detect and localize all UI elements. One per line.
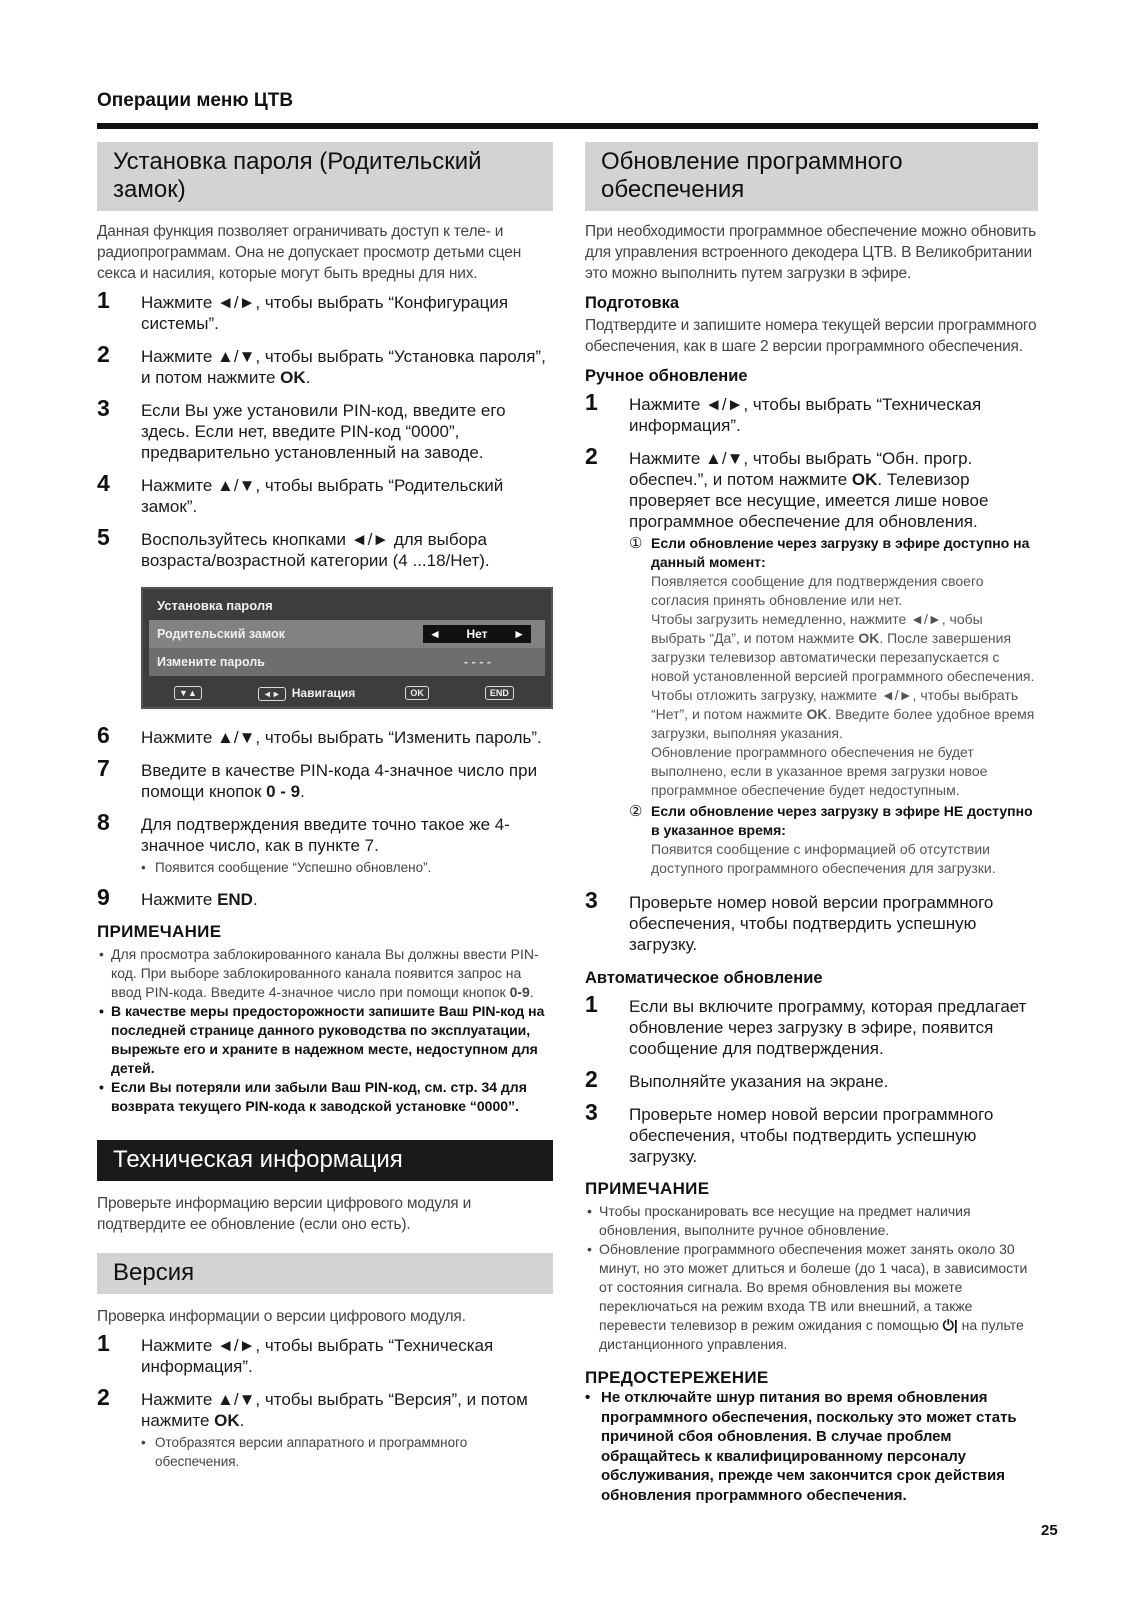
step-number: 2	[97, 341, 110, 367]
step: 4 Нажмите ▲/▼, чтобы выбрать “Родительский замок”.	[97, 470, 504, 516]
note-item: • В качестве меры предосторожности запишите Ваш PIN-код на последней странице данного руководства по эксплуатации, вырежьте его и храните в надежном месте, недоступном для детей.	[97, 1002, 553, 1078]
step: 2 Выполняйте указания на экране.	[585, 1066, 889, 1092]
step-number: 1	[585, 991, 598, 1017]
software-update-title: Обновление программного обеспечения	[585, 142, 1038, 211]
menu-title: Установка пароля	[157, 598, 273, 613]
parental-lock-steps-continued	[97, 722, 553, 910]
step: 2 Нажмите ▲/▼, чтобы выбрать “Установка пароля”, и потом нажмите OK.	[97, 341, 546, 387]
auto-update-steps	[585, 991, 1038, 1167]
step-number: 9	[97, 884, 110, 910]
circled-one-icon: ①	[629, 535, 643, 552]
step-number: 3	[585, 1099, 598, 1125]
parental-notes	[97, 945, 553, 1116]
step-number: 1	[97, 287, 110, 313]
navigation-hint	[258, 686, 355, 701]
arrow-left-icon: ◄	[429, 627, 441, 641]
step: 1 Если вы включите программу, которая предлагает обновление через загрузку в эфире, появится сообщение для подтверждения.	[585, 991, 1027, 1058]
step-number: 3	[585, 887, 598, 913]
step: 3 Если Вы уже установили PIN-код, введите его здесь. Если нет, введите PIN-код “0000”, предварительно установленный на заводе.	[97, 395, 506, 462]
menu-panel	[149, 620, 545, 676]
update-cases	[629, 534, 1038, 878]
menu-value: Нет	[466, 627, 488, 641]
password-placeholder: - - - -	[463, 655, 491, 669]
warning-list	[585, 1388, 1038, 1505]
menu-row-label: Родительский замок	[157, 627, 285, 641]
auto-update-heading: Автоматическое обновление	[585, 969, 823, 987]
password-menu-screen	[141, 587, 553, 709]
step: 8 Для подтверждения введите точно такое же 4-значное число, как в пункте 7. • Появится сообщение “Успешно обновлено”.	[97, 814, 553, 877]
menu-value-selector	[423, 625, 531, 643]
step-number: 4	[97, 470, 110, 496]
step-number: 3	[97, 395, 110, 421]
step-number: 1	[585, 389, 598, 415]
step: 6 Нажмите ▲/▼, чтобы выбрать “Изменить пароль”.	[97, 722, 542, 748]
step: 3 Проверьте номер новой версии программного обеспечения, чтобы подтвердить успешную загрузку.	[585, 1099, 994, 1166]
note-heading: ПРИМЕЧАНИЕ	[585, 1179, 710, 1198]
header-rule	[97, 123, 1038, 129]
arrow-right-icon: ►	[513, 627, 525, 641]
version-intro: Проверка информации о версии цифрового модуля.	[97, 1308, 466, 1325]
step-sub-note: • Отобразятся версии аппаратного и программного обеспечения.	[141, 1433, 553, 1471]
ok-key-icon: OK	[405, 686, 429, 700]
circled-two-icon: ②	[629, 803, 643, 820]
step-number: 6	[97, 722, 110, 748]
step-number: 8	[97, 809, 110, 835]
case-unavailable-heading: ② Если обновление через загрузку в эфире НЕ доступно в указанное время:	[629, 803, 1033, 838]
update-notes	[585, 1202, 1038, 1354]
tech-info-title: Техническая информация	[97, 1140, 553, 1181]
warning-item: • Не отключайте шнур питания во время обновления программного обеспечения, поскольку это может стать причиной сбоя обновления. В случае проблем обращайтесь к квалифицированному персоналу обслуживания, прежде чем закончится срок действия обновления программного обеспечения.	[585, 1388, 1038, 1505]
menu-row-label: Измените пароль	[157, 655, 265, 669]
menu-row-parental-lock	[149, 620, 545, 648]
step-number: 2	[97, 1384, 110, 1410]
step: 1 Нажмите ◄/►, чтобы выбрать “Конфигурация системы”.	[97, 287, 509, 333]
software-update-intro: При необходимости программное обеспечение можно обновить для управления встроенного декодера ЦТВ. В Великобритании это можно выполнить путем загрузки в эфире.	[585, 223, 1037, 282]
menu-row-change-password	[149, 648, 545, 676]
left-column	[97, 142, 553, 1483]
step-number: 5	[97, 524, 110, 550]
note-item: • Чтобы просканировать все несущие на предмет наличия обновления, выполните ручное обновление.	[585, 1202, 1038, 1240]
step: 1 Нажмите ◄/►, чтобы выбрать “Техническая информация”.	[97, 1330, 494, 1376]
parental-lock-steps	[97, 287, 553, 571]
step-number: 2	[585, 1066, 598, 1092]
end-key-icon: END	[485, 686, 514, 700]
case-unavailable-text: Появится сообщение с информацией об отсутствии доступного программного обеспечения для загрузки.	[651, 841, 996, 876]
version-steps	[97, 1330, 553, 1471]
step-number: 1	[97, 1330, 110, 1356]
manual-update-step-3	[585, 887, 1038, 955]
manual-update-heading: Ручное обновление	[585, 367, 748, 385]
parental-lock-intro: Данная функция позволяет ограничивать доступ к теле- и радиопрограммам. Она не допускает просмотр детьми сцен секса и насилия, которые могут быть вредны для них.	[97, 223, 522, 282]
warning-heading: ПРЕДОСТЕРЕЖЕНИЕ	[585, 1368, 769, 1387]
preparation-heading: Подготовка	[585, 294, 680, 312]
note-heading: ПРИМЕЧАНИЕ	[97, 922, 222, 941]
step-number: 7	[97, 755, 110, 781]
tech-info-intro: Проверьте информацию версии цифрового модуля и подтвердите ее обновление (если оно есть).	[97, 1195, 472, 1233]
step: 7 Введите в качестве PIN-кода 4-значное число при помощи кнопок 0 - 9.	[97, 755, 538, 801]
version-title: Версия	[97, 1253, 553, 1294]
case-available-text: Появляется сообщение для подтверждения своего согласия принять обновление или нет. Чтобы загрузить немедленно, нажмите ◄/►, чобы выбрать “Да”, и потом нажмите OK. После завершения загрузки телевизор автоматически перезапускается с новой установленной версией программного обеспечения. Чтобы отложить загрузку, нажмите ◄/►, чтобы выбрать “Нет”, и потом нажмите OK. Введите более удобное время загрузки, выполняя указания. Обновление программного обеспечения не будет выполнено, если в указанное время загрузки новое программное обеспечение будет недоступным.	[651, 573, 1035, 798]
menu-nav-bar	[149, 678, 545, 708]
step: 2 Нажмите ▲/▼, чтобы выбрать “Версия”, и потом нажмите OK. • Отобразятся версии аппаратного и программного обеспечения.	[97, 1389, 553, 1471]
power-icon: ⏻|	[942, 1317, 958, 1333]
page-number: 25	[1041, 1522, 1058, 1539]
left-right-key-icon: ◄►	[258, 687, 286, 701]
manual-update-steps	[585, 389, 1038, 532]
right-column	[585, 142, 1038, 1505]
step-number: 2	[585, 443, 598, 469]
parental-lock-title: Установка пароля (Родительский замок)	[97, 142, 553, 211]
note-item: • Для просмотра заблокированного канала Вы должны ввести PIN-код. При выборе заблокированного канала появится запрос на ввод PIN-кода. Введите 4-значное число при помощи кнопок 0-9.	[97, 945, 553, 1002]
preparation-text: Подтвердите и запишите номера текущей версии программного обеспечения, как в шаге 2 версии программного обеспечения.	[585, 317, 1037, 355]
note-item: • Если Вы потеряли или забыли Ваш PIN-код, см. стр. 34 для возврата текущего PIN-кода к заводской установке “0000”.	[97, 1078, 553, 1116]
up-down-key-icon: ▼▲	[174, 686, 202, 700]
navigation-label: Навигация	[291, 685, 356, 700]
step: 9 Нажмите END.	[97, 884, 258, 910]
note-item: • Обновление программного обеспечения может занять около 30 минут, но это может длиться и болеше (до 1 часа), в зависимости от состояния сигнала. Во время обновления вы можете переключаться на режим входа ТВ или внешний, а также перевести телевизор в режим ожидания с помощью ⏻| на пульте дистанционного управления.	[585, 1240, 1038, 1354]
step-sub-note: • Появится сообщение “Успешно обновлено”.	[141, 858, 553, 877]
step: 2 Нажмите ▲/▼, чтобы выбрать “Обн. прогр. обеспеч.”, и потом нажмите OK. Телевизор проверяет все несущие, имеется лише новое программное обеспечение для обновления.	[585, 443, 989, 531]
case-available-heading: ① Если обновление через загрузку в эфире доступно на данный момент:	[629, 535, 1030, 570]
step: 1 Нажмите ◄/►, чтобы выбрать “Техническая информация”.	[585, 389, 982, 435]
step: 5 Воспользуйтесь кнопками ◄/► для выбора возраста/возрастной категории (4 ...18/Нет).	[97, 524, 490, 570]
page-header: Операции меню ЦТВ	[97, 90, 294, 111]
step: 3 Проверьте номер новой версии программного обеспечения, чтобы подтвердить успешную загрузку.	[585, 887, 994, 954]
